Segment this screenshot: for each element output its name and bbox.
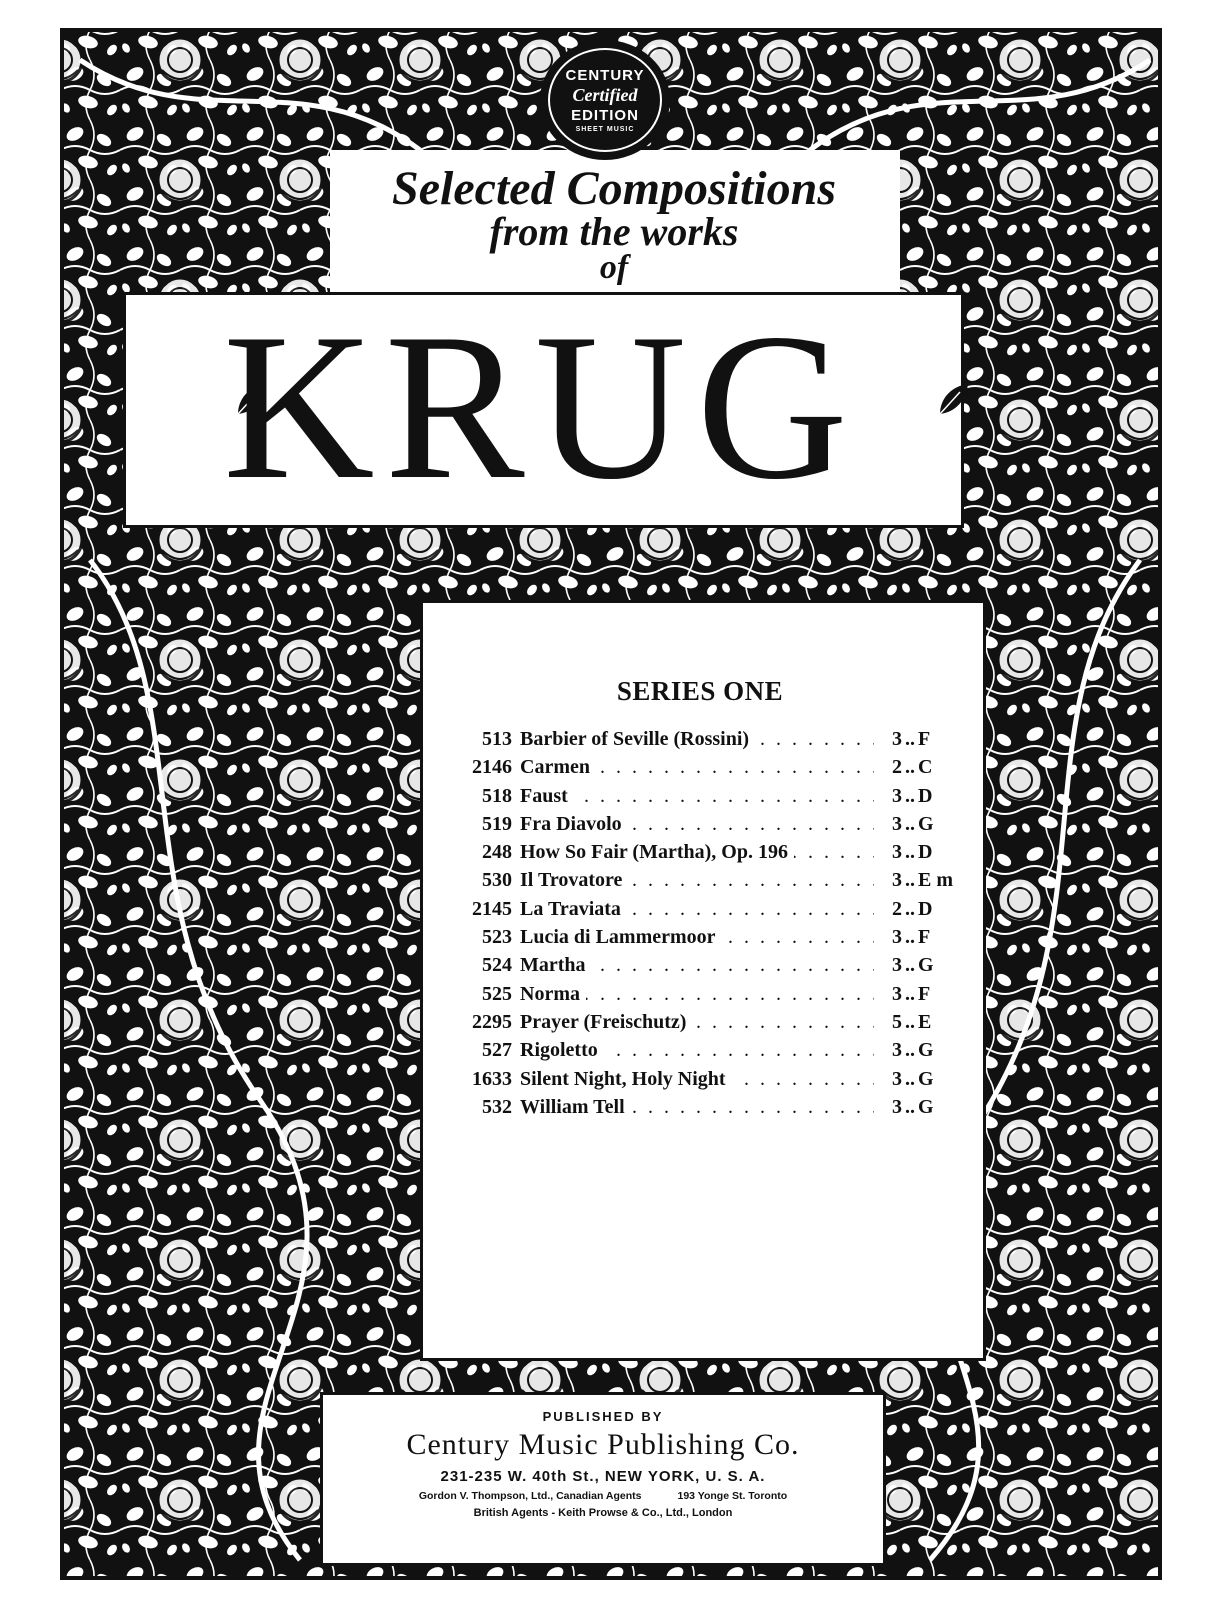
grade: 3 <box>874 1096 902 1119</box>
dot-separator: .. <box>902 869 918 892</box>
leaf-ornament-right-icon <box>934 380 974 420</box>
key: F <box>918 728 960 751</box>
dot-separator: .. <box>902 926 918 949</box>
composer-name: KRUG <box>222 291 859 523</box>
list-item <box>440 756 960 784</box>
publisher-address: 231-235 W. 40th St., NEW YORK, U. S. A. <box>440 1468 766 1485</box>
catalog-number: 519 <box>482 812 512 835</box>
list-item <box>440 869 960 897</box>
composition-title: Faust . . . <box>520 785 874 808</box>
key: E <box>918 1011 960 1034</box>
composition-title: Carmen . . . <box>520 756 874 779</box>
composition-title: William Tell . . . <box>520 1096 874 1119</box>
list-item <box>440 1011 960 1039</box>
grade: 3 <box>874 841 902 864</box>
list-item <box>440 1096 960 1124</box>
list-item <box>440 1068 960 1096</box>
grade: 2 <box>874 898 902 921</box>
key: C <box>918 756 960 779</box>
key: F <box>918 983 960 1006</box>
composition-title: La Traviata . . . <box>520 898 874 921</box>
key: G <box>918 1068 960 1091</box>
composition-title: Martha . . . <box>520 954 874 977</box>
publisher-name: Century Music Publishing Co. <box>406 1428 800 1461</box>
published-by-label: PUBLISHED BY <box>542 1409 664 1424</box>
dot-separator: .. <box>902 841 918 864</box>
seal-line-4: SHEET MUSIC <box>575 126 635 133</box>
catalog-number: 513 <box>482 728 512 750</box>
grade: 3 <box>874 954 902 977</box>
list-item <box>440 728 960 756</box>
dot-separator: .. <box>902 1068 918 1091</box>
list-item <box>440 898 960 926</box>
dot-separator: .. <box>902 1011 918 1034</box>
grade: 3 <box>874 1068 902 1091</box>
grade: 3 <box>874 813 902 836</box>
grade: 3 <box>874 785 902 808</box>
catalog-number: 248 <box>482 841 512 864</box>
composition-title: Fra Diavolo . . . <box>520 813 874 836</box>
grade: 3 <box>874 926 902 949</box>
list-item <box>440 785 960 813</box>
grade: 3 <box>874 869 902 892</box>
dot-separator: .. <box>902 1039 918 1062</box>
century-edition-seal <box>540 40 670 160</box>
list-item <box>440 954 960 982</box>
composition-title: Silent Night, Holy Night . . . <box>520 1068 874 1091</box>
key: G <box>918 1096 960 1119</box>
grade: 3 <box>874 728 902 751</box>
seal-line-3: EDITION <box>571 107 639 124</box>
grade: 3 <box>874 1039 902 1062</box>
canadian-agents-line <box>323 1490 883 1502</box>
key: D <box>918 841 960 864</box>
composition-title: Rigoletto . . . <box>520 1039 874 1062</box>
composition-title: Barbier of Seville (Rossini) . . . <box>520 728 874 751</box>
catalog-number: 523 <box>482 926 512 949</box>
list-item <box>440 926 960 954</box>
grade: 3 <box>874 983 902 1006</box>
key: F <box>918 926 960 949</box>
list-item <box>440 983 960 1011</box>
catalog-number: 2145 <box>472 897 512 920</box>
canadian-address: 193 Yonge St. Toronto <box>677 1490 788 1502</box>
composition-title: Prayer (Freischutz) . . . <box>520 1011 874 1034</box>
seal-ring <box>548 48 662 152</box>
dot-separator: .. <box>902 983 918 1006</box>
series-title: SERIES ONE <box>616 676 784 706</box>
composition-title: Lucia di Lammermoor . . . <box>520 926 874 949</box>
dot-separator: .. <box>902 898 918 921</box>
composition-title: How So Fair (Martha), Op. 196 . . . <box>520 841 874 864</box>
key: G <box>918 813 960 836</box>
grade: 5 <box>874 1011 902 1034</box>
canadian-agents: Gordon V. Thompson, Ltd., Canadian Agents <box>418 1490 642 1502</box>
catalog-number: 527 <box>482 1039 512 1062</box>
catalog-number: 2295 <box>472 1010 512 1033</box>
dot-separator: .. <box>902 756 918 779</box>
publisher-box <box>320 1392 886 1566</box>
catalog-number: 530 <box>482 869 512 892</box>
seal-line-2: Certified <box>572 85 638 105</box>
british-agents: British Agents - Keith Prowse & Co., Ltd., London <box>473 1507 733 1519</box>
list-item <box>440 841 960 869</box>
dot-separator: .. <box>902 1096 918 1119</box>
key: G <box>918 1039 960 1062</box>
key: D <box>918 898 960 921</box>
catalog-number: 525 <box>482 982 512 1005</box>
headline-line-1: Selected Compositions <box>392 162 836 215</box>
catalog-number: 524 <box>482 954 512 977</box>
catalog-number: 532 <box>482 1095 512 1118</box>
dot-separator: .. <box>902 785 918 808</box>
seal-line-1: CENTURY <box>565 67 645 84</box>
list-item <box>440 813 960 841</box>
composition-title: Il Trovatore . . . <box>520 869 874 892</box>
headline-line-3: of <box>599 249 629 286</box>
dot-separator: .. <box>902 813 918 836</box>
dot-separator: .. <box>902 954 918 977</box>
key: G <box>918 954 960 977</box>
dot-separator: .. <box>902 728 918 751</box>
catalog-list <box>440 728 960 1124</box>
key: E m <box>918 869 960 892</box>
key: D <box>918 785 960 808</box>
catalog-number: 2146 <box>472 756 512 779</box>
headline-line-2: from the works <box>489 209 739 254</box>
composition-title: Norma . . . <box>520 983 874 1006</box>
catalog-number: 1633 <box>472 1067 512 1090</box>
grade: 2 <box>874 756 902 779</box>
list-item <box>440 1039 960 1067</box>
catalog-number: 518 <box>482 784 512 807</box>
